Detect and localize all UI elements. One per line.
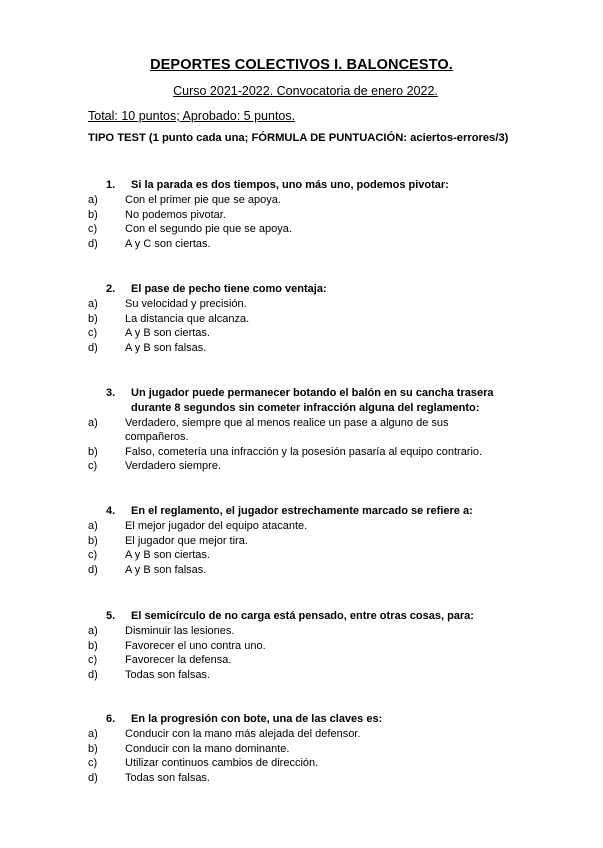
option-d <box>88 563 528 578</box>
option-text: Todas son falsas. <box>125 668 210 681</box>
question-text: Si la parada es dos tiempos, uno más uno, podemos pivotar: <box>131 179 449 191</box>
question-text: Un jugador puede permanecer botando el balón en su cancha trasera durante 8 segundos sin cometer infracción alguna del reglamento: <box>131 387 494 414</box>
option-letter: b) <box>88 742 98 755</box>
option-text: Falso, cometería una infracción y la posesión pasaría al equipo contrario. <box>125 445 483 458</box>
option-b <box>88 534 528 549</box>
question-text: En el reglamento, el jugador estrechamente marcado se refiere a: <box>131 505 473 517</box>
course-line: Curso 2021-2022. Convocatoria de enero 2022. <box>173 84 438 98</box>
option-text: Favorecer la defensa. <box>125 654 232 666</box>
option-text: Verdadero, siempre que al menos realice un pase a alguno de sus compañeros. <box>125 416 449 443</box>
option-text: Con el primer pie que se apoya. <box>125 194 281 206</box>
question-number: 4. <box>106 505 116 517</box>
option-letter: d) <box>88 341 98 354</box>
option-c <box>88 222 528 237</box>
option-text: A y B son ciertas. <box>125 549 210 561</box>
option-letter: c) <box>88 223 98 235</box>
option-d <box>88 771 528 786</box>
option-a <box>88 193 528 208</box>
option-letter: a) <box>88 298 98 310</box>
option-letter: b) <box>88 445 98 458</box>
option-c <box>88 548 528 563</box>
option-text: Su velocidad y precisión. <box>125 298 247 310</box>
option-letter: b) <box>88 639 98 652</box>
question-number: 3. <box>106 387 116 399</box>
option-letter: b) <box>88 534 98 547</box>
question-number: 1. <box>106 179 116 191</box>
option-letter: c) <box>88 327 98 339</box>
option-letter: a) <box>88 194 98 206</box>
option-text: La distancia que alcanza. <box>125 312 250 325</box>
test-type-line: TIPO TEST (1 punto cada una; FÓRMULA DE PUNTUACIÓN: aciertos-errores/3) <box>88 132 509 144</box>
option-text: Todas son falsas. <box>125 771 210 784</box>
option-text: Favorecer el uno contra uno. <box>125 639 266 652</box>
option-letter: c) <box>88 549 98 561</box>
option-text: A y C son ciertas. <box>125 237 211 250</box>
question-number: 5. <box>106 610 116 622</box>
option-text: Disminuir las lesiones. <box>125 625 235 637</box>
question-4 <box>88 504 528 577</box>
option-c <box>88 653 528 668</box>
option-text: Verdadero siempre. <box>125 460 221 472</box>
option-text: Conducir con la mano dominante. <box>125 742 290 755</box>
option-text: Utilizar continuos cambios de dirección. <box>125 757 319 769</box>
option-c <box>88 459 528 474</box>
option-text: A y B son ciertas. <box>125 327 210 339</box>
option-letter: d) <box>88 563 98 576</box>
option-c <box>88 326 528 341</box>
option-a <box>88 624 528 639</box>
option-b <box>88 208 528 223</box>
option-b <box>88 742 528 757</box>
option-letter: c) <box>88 757 98 769</box>
option-d <box>88 237 528 252</box>
question-text: El semicírculo de no carga está pensado, entre otras cosas, para: <box>131 610 474 622</box>
option-a <box>88 416 528 445</box>
option-letter: d) <box>88 668 98 681</box>
option-d <box>88 341 528 356</box>
option-text: Conducir con la mano más alejada del defensor. <box>125 728 361 740</box>
option-text: No podemos pivotar. <box>125 208 226 221</box>
question-6 <box>88 712 528 785</box>
question-text: En la progresión con bote, una de las claves es: <box>131 713 383 725</box>
option-text: A y B son falsas. <box>125 341 207 354</box>
question-1 <box>88 178 528 251</box>
option-letter: d) <box>88 237 98 250</box>
option-d <box>88 668 528 683</box>
option-text: A y B son falsas. <box>125 563 207 576</box>
question-2 <box>88 282 528 355</box>
question-text: El pase de pecho tiene como ventaja: <box>131 283 327 295</box>
option-text: El jugador que mejor tira. <box>125 534 248 547</box>
option-letter: c) <box>88 460 98 472</box>
option-c <box>88 756 528 771</box>
option-a <box>88 519 528 534</box>
option-letter: a) <box>88 520 98 532</box>
option-letter: b) <box>88 312 98 325</box>
option-b <box>88 445 528 460</box>
option-letter: a) <box>88 728 98 740</box>
option-letter: d) <box>88 771 98 784</box>
option-letter: b) <box>88 208 98 221</box>
option-letter: c) <box>88 654 98 666</box>
option-a <box>88 297 528 312</box>
question-number: 6. <box>106 713 116 725</box>
option-a <box>88 727 528 742</box>
question-5 <box>88 609 528 682</box>
option-letter: a) <box>88 416 98 429</box>
option-b <box>88 639 528 654</box>
question-3 <box>88 386 528 474</box>
option-text: Con el segundo pie que se apoya. <box>125 223 292 235</box>
option-text: El mejor jugador del equipo atacante. <box>125 520 308 532</box>
question-number: 2. <box>106 283 116 295</box>
exam-title: DEPORTES COLECTIVOS I. BALONCESTO. <box>150 57 453 73</box>
option-b <box>88 312 528 327</box>
total-points-line: Total: 10 puntos; Aprobado: 5 puntos. <box>88 109 296 123</box>
option-letter: a) <box>88 625 98 637</box>
